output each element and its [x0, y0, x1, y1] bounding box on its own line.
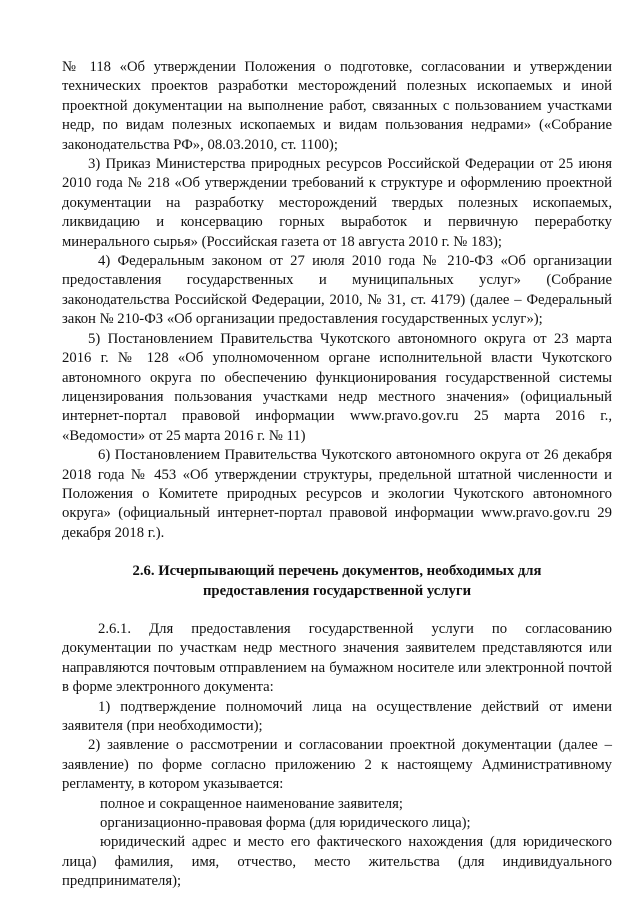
section-heading: 2.6. Исчерпывающий перечень документов, необходимых для предоставления государственной услуги: [132, 563, 542, 599]
list-subitem-name: полное и сокращенное наименование заявителя;: [100, 795, 403, 812]
list-subitem-legal-form: организационно-правовая форма (для юридического лица);: [100, 815, 471, 832]
paragraph-item-3: 3) Приказ Министерства природных ресурсов Российской Федерации от 25 июня 2010 года № 218 «Об утверждении требований к структуре и оформлению проектной документации на разработку месторождений твердых полезных ископаемых, ликвидацию и консервацию горных выработок и первичную переработку минерального сырья» (Российская газета от 18 августа 2010 г. № 183);: [62, 156, 612, 250]
document-page: [62, 58, 612, 892]
list-item-2: 2) заявление о рассмотрении и согласовании проектной документации (далее – заявление) по форме согласно приложению 2 к настоящему Административному регламенту, в котором указывается:: [62, 737, 612, 793]
list-item-1: 1) подтверждение полномочий лица на осуществление действий от имени заявителя (при необходимости);: [62, 698, 612, 734]
paragraph-2-6-1: 2.6.1. Для предоставления государственной услуги по согласованию документации по участкам недр местного значения заявителем представляются или направляются почтовым отправлением на бумажном носителе или электронной почтой в форме электронного документа:: [62, 620, 612, 696]
paragraph-item-5: 5) Постановлением Правительства Чукотского автономного округа от 23 марта 2016 г. № 128 «Об уполномоченном органе исполнительной власти Чукотского автономного округа по обеспечению функционирования государственной системы лицензирования пользования участками недр местного значения» (официальный интернет-портал правовой информации www.pravo.gov.ru 25 марта 2016 г., «Ведомости» от 25 марта 2016 г. № 11): [62, 330, 612, 444]
paragraph-item-4: 4) Федеральным законом от 27 июля 2010 года № 210-ФЗ «Об организации предоставления государственных и муниципальных услуг» (Собрание законодательства Российской Федерации, 2010, № 31, ст. 4179) (далее – Федеральный закон № 210-ФЗ «Об организации предоставления государственных услуг»);: [62, 253, 612, 328]
list-subitem-address: юридический адрес и место его фактического нахождения (для юридического лица) фамилия, имя, отчество, место жительства (для индивидуального предпринимателя);: [62, 834, 612, 890]
paragraph-continuation: № 118 «Об утверждении Положения о подготовке, согласовании и утверждении технических проектов разработки месторождений полезных ископаемых и иной проектной документации на выполнение работ, связанных с пользованием участками недр, по видам полезных ископаемых и видам пользования недрами» («Собрание законодательства РФ», 08.03.2010, ст. 1100);: [62, 59, 612, 153]
paragraph-item-6: 6) Постановлением Правительства Чукотского автономного округа от 26 декабря 2018 года № 453 «Об утверждении структуры, предельной штатной численности и Положения о Комитете природных ресурсов и экологии Чукотского автономного округа» (официальный интернет-портал правовой информации www.pravo.gov.ru 29 декабря 2018 г.).: [62, 447, 612, 541]
